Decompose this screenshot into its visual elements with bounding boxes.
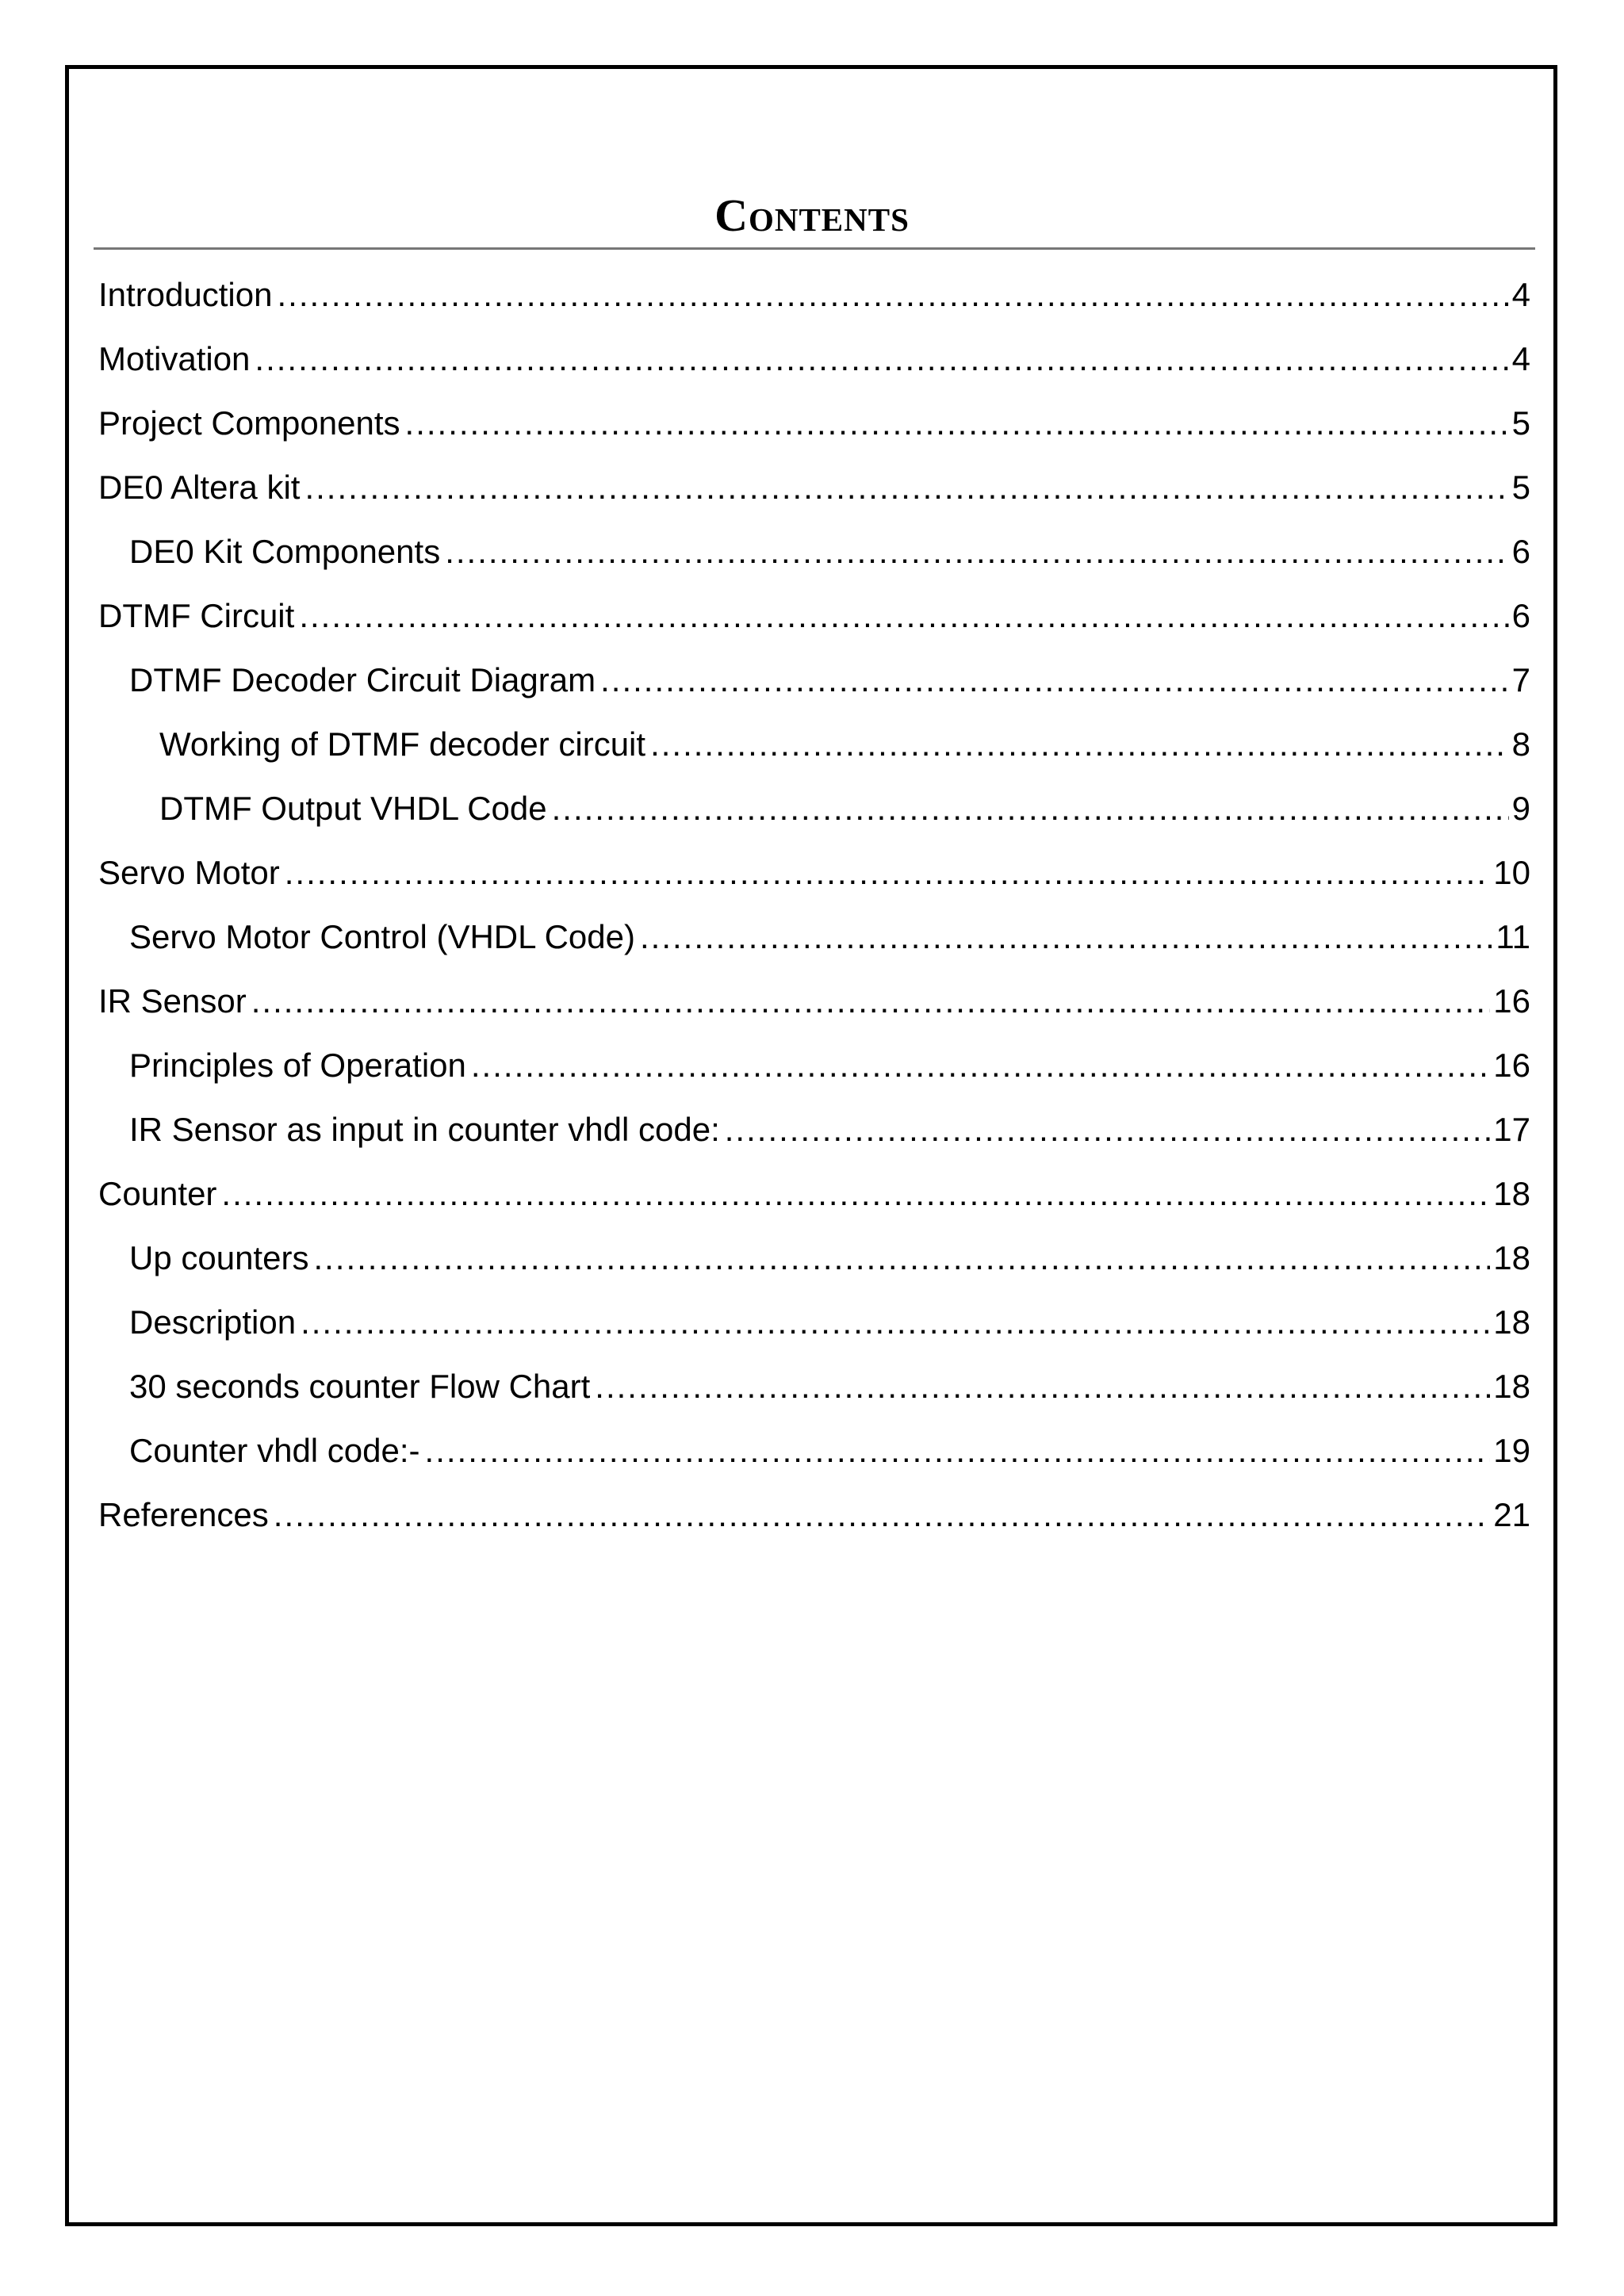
dot-leader (285, 844, 1491, 901)
toc-entry-label: Counter (98, 1175, 217, 1212)
toc-entry-ir-sensor[interactable] (98, 973, 1530, 1037)
toc-entry-label: Counter vhdl code:- (129, 1432, 420, 1469)
toc-entry-label: DTMF Decoder Circuit Diagram (129, 661, 596, 698)
toc-entry-label: 30 seconds counter Flow Chart (129, 1368, 591, 1405)
toc-page-number: 6 (1511, 597, 1530, 634)
toc-entry-label: Up counters (129, 1239, 309, 1276)
dot-leader (274, 1487, 1491, 1544)
toc-entry-label: Motivation (98, 340, 251, 377)
toc-page-number: 18 (1493, 1175, 1530, 1212)
toc-entry-label: DTMF Output VHDL Code (159, 790, 547, 827)
dot-leader (301, 1294, 1490, 1351)
toc-entry-de0-altera-kit[interactable] (98, 459, 1530, 523)
toc-page-number: 10 (1493, 854, 1530, 891)
toc-entry-label: References (98, 1496, 269, 1533)
toc-entry-references[interactable] (98, 1487, 1530, 1551)
toc-page-number: 5 (1511, 469, 1530, 506)
toc-entry-project-components[interactable] (98, 395, 1530, 459)
dot-leader (299, 587, 1508, 645)
dot-leader (313, 1230, 1490, 1287)
dot-leader (277, 266, 1508, 323)
dot-leader (595, 1358, 1490, 1415)
toc-entry-dtmf-circuit[interactable] (98, 587, 1530, 652)
toc-page-number: 17 (1493, 1111, 1530, 1148)
toc-entry-label: Description (129, 1303, 297, 1341)
toc-page-number: 4 (1511, 340, 1530, 377)
dot-leader (471, 1037, 1490, 1094)
toc-entry-dtmf-output-vhdl-code[interactable] (98, 780, 1530, 844)
toc-entry-principles-of-operation[interactable] (98, 1037, 1530, 1101)
toc-entry-label: IR Sensor (98, 982, 247, 1020)
dot-leader (221, 1165, 1490, 1223)
dot-leader (445, 523, 1508, 580)
toc-entry-label: Working of DTMF decoder circuit (159, 725, 646, 763)
toc-page-number: 18 (1493, 1239, 1530, 1276)
contents-title: Contents (714, 189, 910, 241)
toc-entry-counter[interactable] (98, 1165, 1530, 1230)
toc-page-number: 19 (1493, 1432, 1530, 1469)
dot-leader (304, 459, 1508, 516)
toc-entry-counter-vhdl-code[interactable] (98, 1422, 1530, 1487)
toc-page-number: 5 (1511, 404, 1530, 442)
toc-entry-label: Servo Motor Control (VHDL Code) (129, 918, 635, 955)
dot-leader (725, 1101, 1491, 1158)
toc-page-number: 18 (1493, 1303, 1530, 1341)
toc-entry-label: DE0 Kit Components (129, 533, 441, 570)
toc-entry-description[interactable] (98, 1294, 1530, 1358)
dot-leader (425, 1422, 1491, 1479)
dot-leader (255, 331, 1508, 388)
toc-entry-label: Servo Motor (98, 854, 280, 891)
toc-page-number: 7 (1511, 661, 1530, 698)
toc-entry-label: DTMF Circuit (98, 597, 295, 634)
dot-leader (251, 973, 1491, 1030)
toc-page-number: 16 (1493, 982, 1530, 1020)
toc-entry-label: IR Sensor as input in counter vhdl code: (129, 1111, 720, 1148)
toc-entry-de0-kit-components[interactable] (98, 523, 1530, 587)
dot-leader (640, 909, 1492, 966)
toc-page-number: 6 (1511, 533, 1530, 570)
title-divider (94, 247, 1535, 250)
toc-entry-ir-sensor-as-input[interactable] (98, 1101, 1530, 1165)
toc-entry-dtmf-decoder-circuit-diagram[interactable] (98, 652, 1530, 716)
toc-entry-label: DE0 Altera kit (98, 469, 301, 506)
toc-entry-label: Introduction (98, 276, 273, 313)
toc-entry-introduction[interactable] (98, 266, 1530, 331)
toc-page-number: 4 (1511, 276, 1530, 313)
toc-page-number: 11 (1496, 918, 1530, 955)
toc-page-number: 9 (1511, 790, 1530, 827)
toc-list (98, 266, 1530, 1551)
dot-leader (552, 780, 1509, 837)
toc-entry-up-counters[interactable] (98, 1230, 1530, 1294)
toc-entry-label: Principles of Operation (129, 1047, 466, 1084)
toc-page-number: 16 (1493, 1047, 1530, 1084)
toc-entry-servo-motor-control[interactable] (98, 909, 1530, 973)
toc-entry-servo-motor[interactable] (98, 844, 1530, 909)
toc-entry-label: Project Components (98, 404, 400, 442)
toc-page-number: 8 (1511, 725, 1530, 763)
dot-leader (650, 716, 1509, 773)
toc-entry-motivation[interactable] (98, 331, 1530, 395)
toc-entry-counter-flow-chart[interactable] (98, 1358, 1530, 1422)
toc-page-number: 18 (1493, 1368, 1530, 1405)
toc-entry-working-of-dtmf-decoder-circuit[interactable] (98, 716, 1530, 780)
dot-leader (405, 395, 1509, 452)
toc-page-number: 21 (1493, 1496, 1530, 1533)
dot-leader (600, 652, 1509, 709)
